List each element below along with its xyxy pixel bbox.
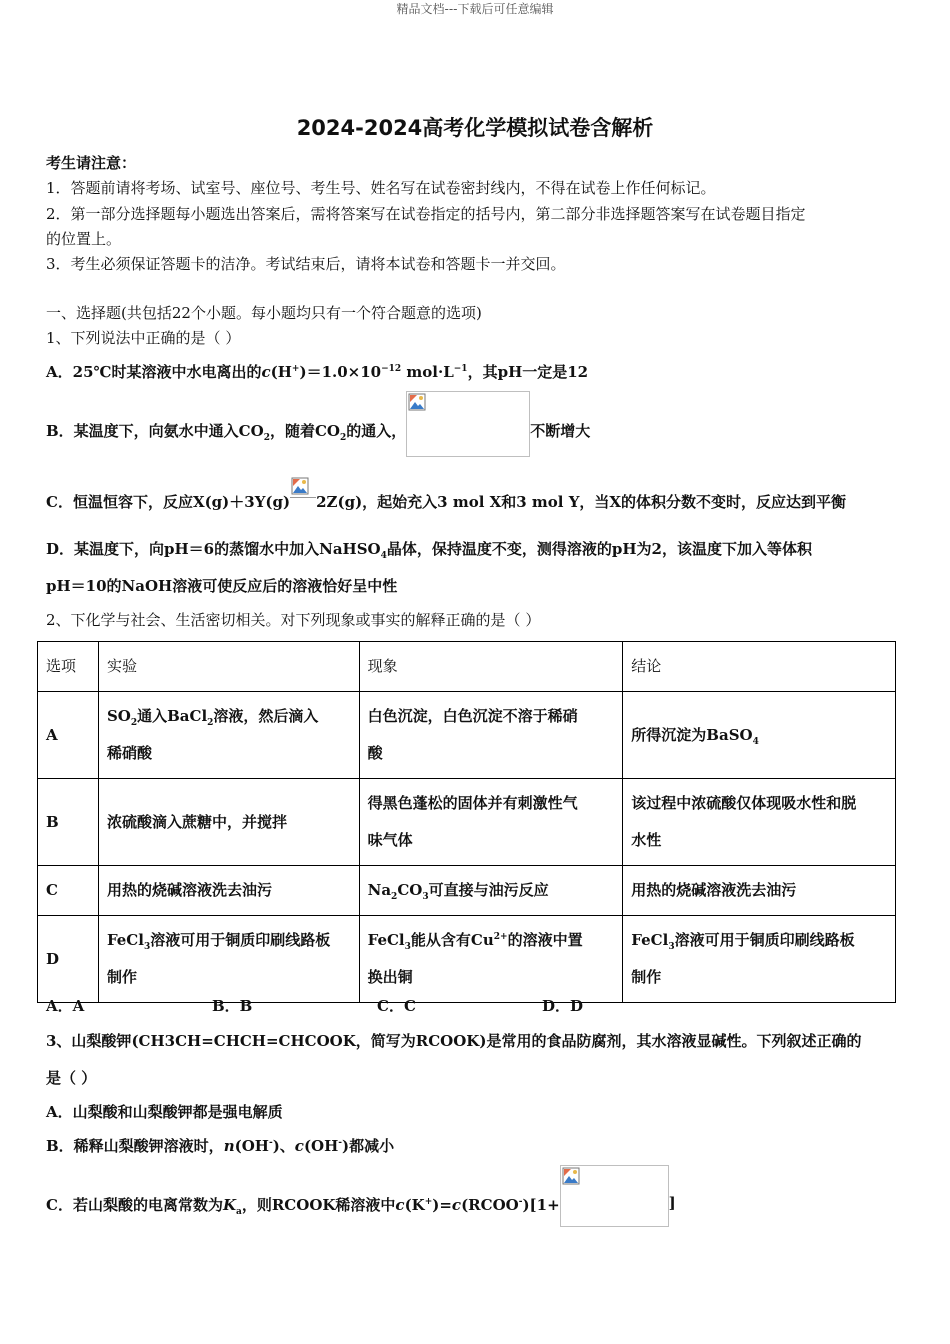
row-key: D	[38, 916, 99, 1003]
phenomenon-cell: FeCl$_3$能从含有$Cu^{2+}$的溶液中置 换出铜	[359, 916, 623, 1003]
broken-image-icon	[408, 393, 426, 411]
q1-option-d-line1: D．某温度下，向pH＝6的蒸馏水中加入NaHSO$_4$晶体，保持温度不变，测得溶液的pH为2，该温度下加入等体积	[46, 540, 812, 561]
row-key: A	[38, 692, 99, 779]
notice-item-3: 3．考生必须保证答题卡的洁净。考试结束后，请将本试卷和答题卡一并交回。	[46, 255, 566, 273]
q1-option-a: A．25℃时某溶液中水电离出的$c(H^+)=1.0\times 10^{-12}$ $mol\cdot L^{-1}$，其pH一定是12	[46, 363, 589, 381]
q1-option-b: B．某温度下，向氨水中通入$CO_2$，随着$CO_2$的通入， 不断增大	[46, 391, 590, 457]
q2-stem: 2、下化学与社会、生活密切相关。对下列现象或事实的解释正确的是（ ）	[46, 611, 541, 629]
row-key: B	[38, 779, 99, 866]
notice-item-2-cont: 的位置上。	[46, 230, 122, 248]
q2-option-b: B．B	[212, 997, 253, 1015]
formula-image-placeholder	[560, 1165, 669, 1227]
table-header-row	[38, 642, 896, 692]
q2-option-d: D．D	[542, 997, 584, 1015]
conclusion-cell: FeCl$_3$溶液可用于铜质印刷线路板 制作	[623, 916, 896, 1003]
table-row	[38, 779, 896, 866]
phenomenon-cell: $Na_2CO_3$可直接与油污反应	[359, 866, 623, 916]
conclusion-cell: 该过程中浓硫酸仅体现吸水性和脱 水性	[623, 779, 896, 866]
broken-image-icon	[562, 1167, 580, 1185]
section-heading: 一、选择题(共包括22个小题。每小题均只有一个符合题意的选项)	[46, 304, 482, 322]
header-option: 选项	[38, 642, 99, 692]
row-key: C	[38, 866, 99, 916]
q3-option-a: A．山梨酸和山梨酸钾都是强电解质	[46, 1103, 283, 1121]
conclusion-cell: 所得沉淀为BaSO$_4$	[623, 692, 896, 779]
table-row	[38, 692, 896, 779]
experiment-cell: $SO_2$通入BaCl$_2$溶液，然后滴入 稀硝酸	[98, 692, 359, 779]
phenomenon-cell: 得黑色蓬松的固体并有刺激性气 味气体	[359, 779, 623, 866]
experiment-cell: 用热的烧碱溶液洗去油污	[98, 866, 359, 916]
notice-heading: 考生请注意：	[46, 154, 137, 172]
q1-option-c: C．恒温恒容下，反应X(g)＋3Y(g) 2Z(g)，起始充入3 mol X和3 mol Y，当X的体积分数不变时，反应达到平衡	[46, 476, 846, 512]
equilibrium-arrow-image	[290, 476, 316, 498]
formula-image-placeholder	[406, 391, 530, 457]
q2-table	[37, 641, 896, 1003]
header-conclusion: 结论	[623, 642, 896, 692]
q2-option-a: A．A	[46, 997, 85, 1015]
notice-item-2: 2．第一部分选择题每小题选出答案后，需将答案写在试卷指定的括号内，第二部分非选择题答案写在试卷题目指定	[46, 205, 806, 223]
q1-option-d-line2: pH＝10的NaOH溶液可使反应后的溶液恰好呈中性	[46, 577, 398, 595]
page-title: 2024-2024高考化学模拟试卷含解析	[296, 116, 654, 140]
notice-item-1: 1．答题前请将考场、试室号、座位号、考生号、姓名写在试卷密封线内，不得在试卷上作任何标记。	[46, 179, 716, 197]
q3-option-b: B．稀释山梨酸钾溶液时，n(OH-)、c(OH-)都减小	[46, 1137, 395, 1155]
table-row	[38, 916, 896, 1003]
q1-stem: 1、下列说法中正确的是（ ）	[46, 329, 241, 347]
header-experiment: 实验	[98, 642, 359, 692]
q2-option-c: C．C	[377, 997, 416, 1015]
q3-option-c: C．若山梨酸的电离常数为$K_a$，则RCOOK稀溶液中c(K+)=c(RCOO-)[1+ ]	[46, 1165, 676, 1227]
conclusion-cell: 用热的烧碱溶液洗去油污	[623, 866, 896, 916]
broken-image-icon	[291, 477, 309, 495]
page-header: 精品文档---下载后可任意编辑	[396, 2, 554, 16]
table-row	[38, 866, 896, 916]
q3-stem-line2: 是（ ）	[46, 1069, 97, 1087]
experiment-cell: 浓硫酸滴入蔗糖中，并搅拌	[98, 779, 359, 866]
experiment-cell: FeCl$_3$溶液可用于铜质印刷线路板 制作	[98, 916, 359, 1003]
phenomenon-cell: 白色沉淀，白色沉淀不溶于稀硝 酸	[359, 692, 623, 779]
q3-stem-line1: 3、山梨酸钾(CH3CH=CHCH=CHCOOK，简写为RCOOK)是常用的食品防腐剂，其水溶液显碱性。下列叙述正确的	[46, 1032, 862, 1050]
header-phenomenon: 现象	[359, 642, 623, 692]
